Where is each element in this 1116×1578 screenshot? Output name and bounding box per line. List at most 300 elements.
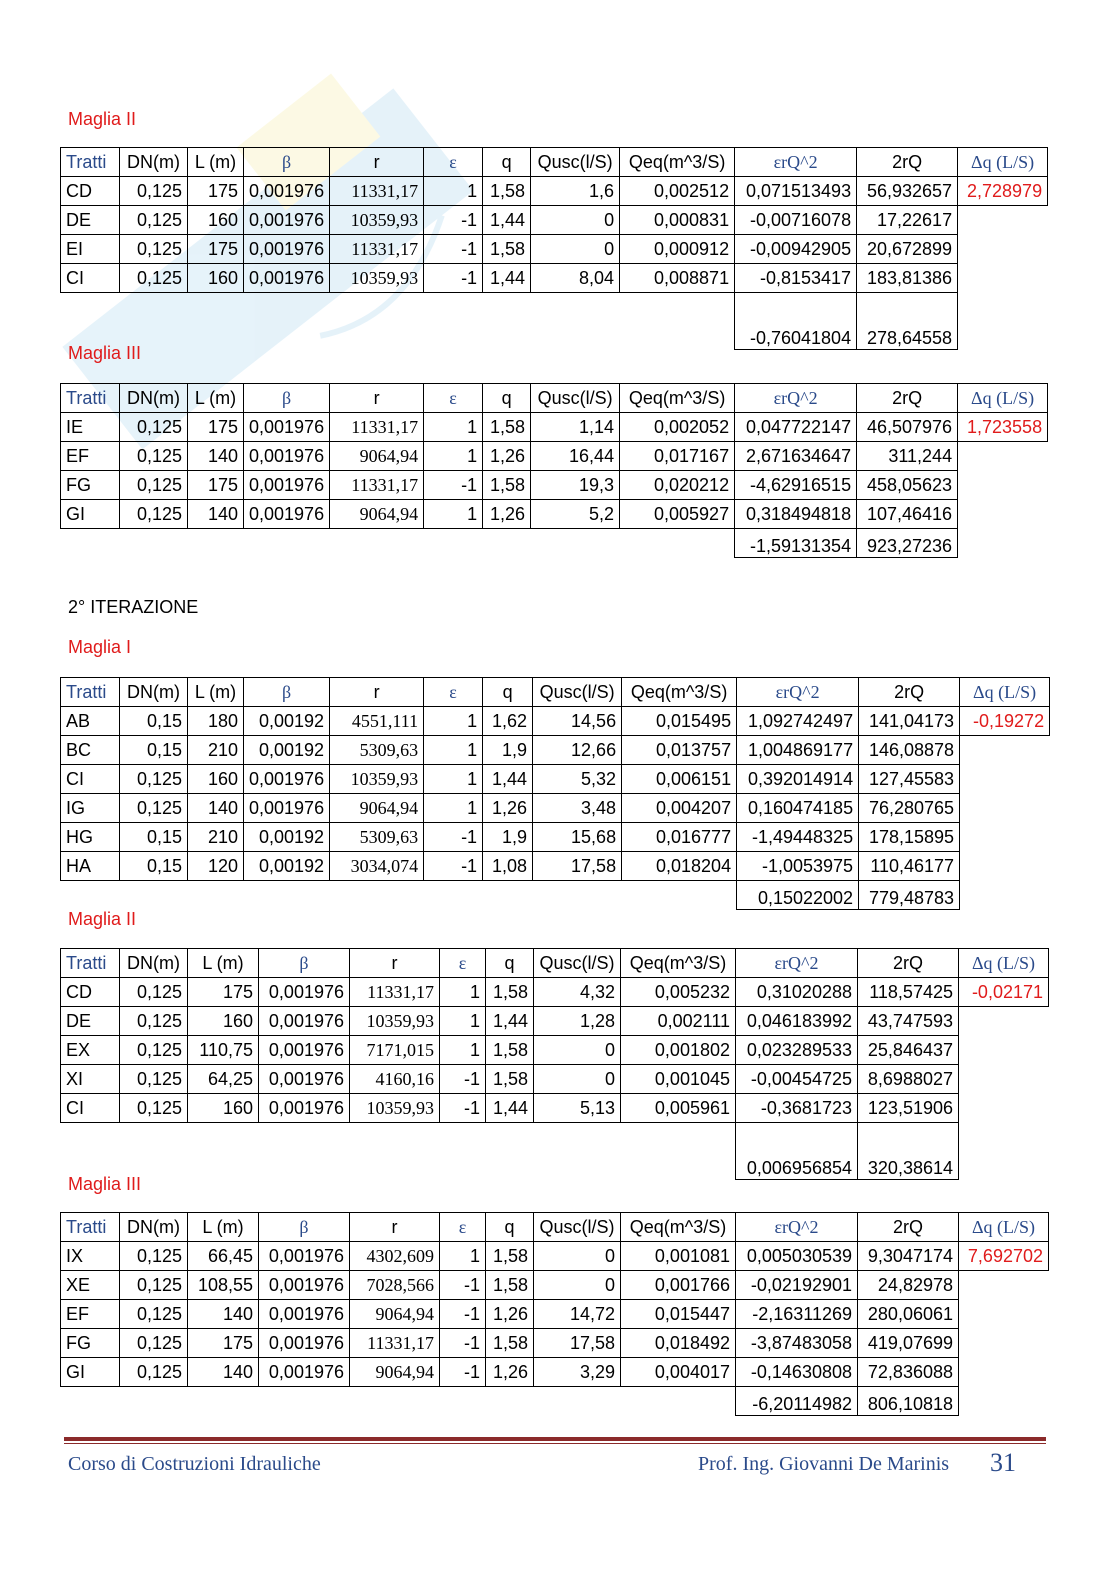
- table-cell: 1,58: [486, 1065, 534, 1094]
- table-cell: -4,62916515: [735, 471, 857, 500]
- table-cell: 11331,17: [330, 413, 424, 442]
- column-header: εrQ^2: [736, 949, 858, 978]
- column-header: Qeq(m^3/S): [620, 384, 735, 413]
- table-cell: 0,001976: [259, 1036, 350, 1065]
- table-maglia-3-iter2: [60, 1212, 1049, 1416]
- table-cell: 0,392014914: [737, 765, 859, 794]
- table-cell: 0,00192: [244, 736, 330, 765]
- column-header: εrQ^2: [735, 148, 857, 177]
- table-cell: 0,125: [120, 500, 188, 529]
- table-cell: 17,22617: [857, 206, 958, 235]
- table-cell: 5309,63: [330, 823, 424, 852]
- table-header-row: [61, 1213, 1049, 1242]
- table-cell: 0,00192: [244, 823, 330, 852]
- table-cell: 11331,17: [350, 978, 440, 1007]
- table-cell: FG: [61, 471, 120, 500]
- table-cell: 140: [188, 442, 244, 471]
- table-cell: 1,58: [486, 1036, 534, 1065]
- table-cell: 3034,074: [330, 852, 424, 881]
- table-cell: 0,31020288: [736, 978, 858, 1007]
- table-cell: -0,00942905: [735, 235, 857, 264]
- table-cell: EI: [61, 235, 120, 264]
- column-header: εrQ^2: [735, 384, 857, 413]
- table-cell: XI: [61, 1065, 120, 1094]
- table-cell: -1: [424, 264, 483, 293]
- table-cell: 178,15895: [859, 823, 960, 852]
- section-title-maglia-1: Maglia I: [68, 637, 132, 657]
- table-cell: 1,58: [486, 1242, 534, 1271]
- column-header: q: [486, 949, 534, 978]
- table-cell: 0,125: [120, 1094, 188, 1123]
- table-cell: 9064,94: [330, 500, 424, 529]
- table-cell: 140: [188, 1300, 259, 1329]
- column-header: Qeq(m^3/S): [621, 1213, 736, 1242]
- table-cell: 1,26: [483, 794, 533, 823]
- empty-cell: [61, 1387, 736, 1416]
- table-header-row: [61, 949, 1049, 978]
- table-cell: 8,04: [531, 264, 620, 293]
- empty-cell: [960, 765, 1050, 794]
- column-header: Qeq(m^3/S): [620, 148, 735, 177]
- table-cell: 43,747593: [858, 1007, 959, 1036]
- table-cell: IX: [61, 1242, 120, 1271]
- table-cell: 160: [188, 206, 244, 235]
- table-cell: -0,00454725: [736, 1065, 858, 1094]
- table-cell: 0,001802: [621, 1036, 736, 1065]
- table-header-row: [61, 678, 1050, 707]
- table-cell: 0,013757: [622, 736, 737, 765]
- table-row: [61, 765, 1050, 794]
- table-cell: 1: [424, 500, 483, 529]
- column-header: εrQ^2: [736, 1213, 858, 1242]
- table-maglia-3-iter1: [60, 383, 1048, 558]
- table-cell: 5,32: [533, 765, 622, 794]
- column-header: r: [330, 384, 424, 413]
- table-cell: 140: [188, 794, 244, 823]
- table-cell: 0,125: [120, 1329, 188, 1358]
- table-cell: 280,06061: [858, 1300, 959, 1329]
- sum-erq2: 0,15022002: [737, 881, 859, 910]
- table-cell: 1,58: [486, 1329, 534, 1358]
- table-cell: 1: [440, 1036, 486, 1065]
- table-cell: 76,280765: [859, 794, 960, 823]
- table-cell: 14,72: [534, 1300, 621, 1329]
- table-cell: 0: [531, 206, 620, 235]
- column-header: Qusc(l/S): [531, 384, 620, 413]
- table-cell: 3,48: [533, 794, 622, 823]
- table-cell: 146,08878: [859, 736, 960, 765]
- table-row: [61, 206, 1048, 235]
- table-cell: 0,125: [120, 978, 188, 1007]
- table-cell: 0,001081: [621, 1242, 736, 1271]
- empty-cell: [959, 1065, 1049, 1094]
- column-header: r: [350, 1213, 440, 1242]
- table-row: [61, 500, 1048, 529]
- table-cell: EF: [61, 1300, 120, 1329]
- table-cell: 11331,17: [330, 177, 424, 206]
- empty-cell: [958, 264, 1048, 293]
- sum-row: [61, 881, 1050, 910]
- table-cell: 1,58: [486, 1271, 534, 1300]
- sum-erq2: -0,76041804: [735, 293, 857, 350]
- table-cell: CI: [61, 765, 120, 794]
- table-cell: 0,125: [120, 1065, 188, 1094]
- table-cell: 0,125: [120, 235, 188, 264]
- table-cell: 1: [424, 177, 483, 206]
- table-cell: 25,846437: [858, 1036, 959, 1065]
- table-cell: 1,14: [531, 413, 620, 442]
- column-header: Qusc(l/S): [531, 148, 620, 177]
- empty-cell: [959, 1329, 1049, 1358]
- table-row: [61, 1329, 1049, 1358]
- table-header-row: [61, 384, 1048, 413]
- table-cell: 175: [188, 1329, 259, 1358]
- table-row: [61, 736, 1050, 765]
- table-row: [61, 413, 1048, 442]
- table-cell: 0: [534, 1065, 621, 1094]
- table-cell: 4160,16: [350, 1065, 440, 1094]
- table-cell: FG: [61, 1329, 120, 1358]
- table-cell: 1: [424, 413, 483, 442]
- table-cell: 0,047722147: [735, 413, 857, 442]
- sum-row: [61, 293, 1048, 350]
- table-cell: 0,017167: [620, 442, 735, 471]
- table-cell: 180: [188, 707, 244, 736]
- table-cell: 311,244: [857, 442, 958, 471]
- table-cell: 1: [424, 794, 483, 823]
- column-header: Qusc(l/S): [533, 678, 622, 707]
- table-cell: 0,002512: [620, 177, 735, 206]
- table-cell: 0,125: [120, 1007, 188, 1036]
- column-header: β: [244, 148, 330, 177]
- table-cell: GI: [61, 1358, 120, 1387]
- column-header: β: [244, 384, 330, 413]
- table-cell: 1,28: [534, 1007, 621, 1036]
- sum-erq2: 0,006956854: [736, 1123, 858, 1180]
- table-cell: 7171,015: [350, 1036, 440, 1065]
- column-header: L (m): [188, 384, 244, 413]
- table-row: [61, 264, 1048, 293]
- table-cell: 0,002052: [620, 413, 735, 442]
- column-header: r: [330, 678, 424, 707]
- table-cell: 11331,17: [330, 471, 424, 500]
- empty-cell: [61, 1123, 736, 1180]
- table-cell: 11331,17: [330, 235, 424, 264]
- table-cell: 0,071513493: [735, 177, 857, 206]
- table-cell: 0,125: [120, 1358, 188, 1387]
- table-cell: -1: [440, 1329, 486, 1358]
- table-row: [61, 794, 1050, 823]
- footer-rule: [64, 1437, 1046, 1441]
- table-cell: 1,58: [483, 177, 531, 206]
- table-row: [61, 978, 1049, 1007]
- table-cell: 0: [534, 1036, 621, 1065]
- table-cell: 1,004869177: [737, 736, 859, 765]
- table-cell: 0,001976: [259, 1007, 350, 1036]
- table-cell: HA: [61, 852, 120, 881]
- delta-q-value: 2,728979: [958, 177, 1048, 206]
- table-cell: 123,51906: [858, 1094, 959, 1123]
- footer-author: Prof. Ing. Giovanni De Marinis: [698, 1453, 950, 1475]
- section-title-maglia-2b: Maglia II: [68, 909, 137, 929]
- table-cell: 0,00192: [244, 852, 330, 881]
- empty-cell: [958, 206, 1048, 235]
- table-cell: 0,006151: [622, 765, 737, 794]
- section-title-maglia-3: Maglia III: [68, 343, 142, 363]
- table-cell: 1: [440, 978, 486, 1007]
- table-cell: 11331,17: [350, 1329, 440, 1358]
- table-cell: 1,26: [486, 1358, 534, 1387]
- table-row: [61, 1094, 1049, 1123]
- table-cell: 1,26: [486, 1300, 534, 1329]
- sum-row: [61, 529, 1048, 558]
- table-maglia-1-iter2: [60, 677, 1050, 910]
- table-row: [61, 442, 1048, 471]
- sum-2rq: 806,10818: [858, 1387, 959, 1416]
- table-cell: 0,005927: [620, 500, 735, 529]
- table-cell: 140: [188, 1358, 259, 1387]
- table-cell: 1: [424, 707, 483, 736]
- column-header: ε: [424, 678, 483, 707]
- table-cell: 110,46177: [859, 852, 960, 881]
- table-cell: IE: [61, 413, 120, 442]
- table-maglia-2-iter2: [60, 948, 1049, 1180]
- table-cell: 1,58: [483, 413, 531, 442]
- empty-cell: [958, 529, 1048, 558]
- column-header: ε: [424, 384, 483, 413]
- iteration-heading: 2° ITERAZIONE: [68, 597, 199, 617]
- column-header: DN(m): [120, 148, 188, 177]
- empty-cell: [958, 500, 1048, 529]
- table-cell: 0,001976: [259, 1300, 350, 1329]
- table-cell: 0,15: [120, 736, 188, 765]
- table-cell: 108,55: [188, 1271, 259, 1300]
- table-cell: 3,29: [534, 1358, 621, 1387]
- column-header: Tratti: [61, 384, 120, 413]
- table-cell: 160: [188, 1007, 259, 1036]
- table-cell: 0,001976: [244, 235, 330, 264]
- table-header-row: [61, 148, 1048, 177]
- column-header: L (m): [188, 678, 244, 707]
- table-cell: 56,932657: [857, 177, 958, 206]
- table-cell: 20,672899: [857, 235, 958, 264]
- table-cell: 1: [440, 1242, 486, 1271]
- table-cell: 0,001976: [259, 1329, 350, 1358]
- table-cell: 175: [188, 413, 244, 442]
- table-cell: 0,125: [120, 1271, 188, 1300]
- section-title-maglia-3b: Maglia III: [68, 1174, 142, 1194]
- table-cell: -1: [440, 1300, 486, 1329]
- table-cell: 0,125: [120, 765, 188, 794]
- column-header: L (m): [188, 148, 244, 177]
- empty-cell: [61, 293, 735, 350]
- table-cell: 1,26: [483, 500, 531, 529]
- table-cell: 0,15: [120, 707, 188, 736]
- table-cell: HG: [61, 823, 120, 852]
- table-cell: 0,001976: [259, 1242, 350, 1271]
- table-cell: 0,125: [120, 177, 188, 206]
- table-row: [61, 1036, 1049, 1065]
- table-cell: 0,018204: [622, 852, 737, 881]
- table-cell: -1: [440, 1271, 486, 1300]
- column-header: 2rQ: [858, 949, 959, 978]
- column-header: ε: [440, 1213, 486, 1242]
- table-cell: -1: [440, 1065, 486, 1094]
- table-cell: 0,00192: [244, 707, 330, 736]
- empty-cell: [959, 1300, 1049, 1329]
- table-cell: 0,005232: [621, 978, 736, 1007]
- column-header: Qusc(l/S): [534, 1213, 621, 1242]
- table-cell: 120: [188, 852, 244, 881]
- table-cell: 14,56: [533, 707, 622, 736]
- table-row: [61, 177, 1048, 206]
- table-cell: 1,08: [483, 852, 533, 881]
- column-header: ε: [424, 148, 483, 177]
- empty-cell: [958, 442, 1048, 471]
- table-cell: 0,005030539: [736, 1242, 858, 1271]
- table-cell: EX: [61, 1036, 120, 1065]
- column-header: β: [259, 1213, 350, 1242]
- table-cell: 0,015447: [621, 1300, 736, 1329]
- table-cell: AB: [61, 707, 120, 736]
- table-row: [61, 707, 1050, 736]
- column-header: Δq (L/S): [959, 1213, 1049, 1242]
- table-cell: CI: [61, 1094, 120, 1123]
- sum-2rq: 923,27236: [857, 529, 958, 558]
- column-header: Tratti: [61, 678, 120, 707]
- table-cell: 1,26: [483, 442, 531, 471]
- empty-cell: [959, 1123, 1049, 1180]
- table-cell: 0,000831: [620, 206, 735, 235]
- column-header: DN(m): [120, 384, 188, 413]
- table-cell: -1: [440, 1358, 486, 1387]
- table-cell: -1: [440, 1094, 486, 1123]
- table-cell: 0,005961: [621, 1094, 736, 1123]
- sum-row: [61, 1387, 1049, 1416]
- table-cell: 4551,111: [330, 707, 424, 736]
- delta-q-value: 7,692702: [959, 1242, 1049, 1271]
- table-cell: 0,001976: [244, 413, 330, 442]
- table-cell: 0,001976: [244, 471, 330, 500]
- column-header: β: [244, 678, 330, 707]
- empty-cell: [960, 881, 1050, 910]
- table-cell: 210: [188, 736, 244, 765]
- table-cell: 5,2: [531, 500, 620, 529]
- table-cell: -0,8153417: [735, 264, 857, 293]
- column-header: Δq (L/S): [960, 678, 1050, 707]
- table-cell: 0,001045: [621, 1065, 736, 1094]
- column-header: Tratti: [61, 949, 120, 978]
- column-header: DN(m): [120, 678, 188, 707]
- table-cell: 1,44: [486, 1094, 534, 1123]
- table-row: [61, 852, 1050, 881]
- table-cell: 0,018492: [621, 1329, 736, 1358]
- empty-cell: [959, 1007, 1049, 1036]
- table-cell: 10359,93: [350, 1094, 440, 1123]
- table-cell: 4,32: [534, 978, 621, 1007]
- column-header: Δq (L/S): [958, 148, 1048, 177]
- table-cell: GI: [61, 500, 120, 529]
- table-cell: CD: [61, 978, 120, 1007]
- table-cell: -1,0053975: [737, 852, 859, 881]
- table-cell: 9064,94: [350, 1300, 440, 1329]
- table-cell: 9,3047174: [858, 1242, 959, 1271]
- empty-cell: [960, 794, 1050, 823]
- sum-erq2: -6,20114982: [736, 1387, 858, 1416]
- table-cell: -0,00716078: [735, 206, 857, 235]
- table-cell: XE: [61, 1271, 120, 1300]
- table-cell: 10359,93: [350, 1007, 440, 1036]
- sum-2rq: 278,64558: [857, 293, 958, 350]
- table-cell: 175: [188, 177, 244, 206]
- empty-cell: [959, 1271, 1049, 1300]
- table-cell: 141,04173: [859, 707, 960, 736]
- table-cell: 0,15: [120, 823, 188, 852]
- table-cell: 46,507976: [857, 413, 958, 442]
- table-cell: 19,3: [531, 471, 620, 500]
- table-cell: 15,68: [533, 823, 622, 852]
- column-header: Qeq(m^3/S): [621, 949, 736, 978]
- delta-q-value: -0,19272: [960, 707, 1050, 736]
- table-cell: -3,87483058: [736, 1329, 858, 1358]
- table-cell: 1,44: [483, 264, 531, 293]
- table-cell: 0,001976: [244, 794, 330, 823]
- table-cell: BC: [61, 736, 120, 765]
- table-cell: DE: [61, 1007, 120, 1036]
- sum-erq2: -1,59131354: [735, 529, 857, 558]
- table-cell: 0,125: [120, 413, 188, 442]
- table-cell: 1,58: [483, 235, 531, 264]
- table-cell: 1,44: [486, 1007, 534, 1036]
- table-cell: 118,57425: [858, 978, 959, 1007]
- table-cell: -0,14630808: [736, 1358, 858, 1387]
- table-cell: -1: [424, 823, 483, 852]
- table-cell: 1,44: [483, 206, 531, 235]
- column-header: 2rQ: [857, 384, 958, 413]
- column-header: Tratti: [61, 148, 120, 177]
- sum-row: [61, 1123, 1049, 1180]
- table-cell: 0,001766: [621, 1271, 736, 1300]
- table-cell: 0,001976: [244, 177, 330, 206]
- column-header: 2rQ: [858, 1213, 959, 1242]
- empty-cell: [960, 736, 1050, 765]
- table-cell: 0: [531, 235, 620, 264]
- table-cell: 107,46416: [857, 500, 958, 529]
- table-cell: 17,58: [533, 852, 622, 881]
- table-cell: 0,046183992: [736, 1007, 858, 1036]
- column-header: r: [330, 148, 424, 177]
- table-cell: 140: [188, 500, 244, 529]
- table-cell: 1: [424, 765, 483, 794]
- table-cell: 0,125: [120, 1300, 188, 1329]
- table-cell: 0,002111: [621, 1007, 736, 1036]
- table-cell: 66,45: [188, 1242, 259, 1271]
- table-cell: 175: [188, 978, 259, 1007]
- column-header: Qeq(m^3/S): [622, 678, 737, 707]
- table-cell: 210: [188, 823, 244, 852]
- table-cell: 0,001976: [244, 500, 330, 529]
- table-cell: 458,05623: [857, 471, 958, 500]
- table-cell: 0,125: [120, 471, 188, 500]
- table-cell: 0,125: [120, 794, 188, 823]
- table-cell: 175: [188, 471, 244, 500]
- table-cell: 16,44: [531, 442, 620, 471]
- table-cell: -0,3681723: [736, 1094, 858, 1123]
- table-cell: 0,001976: [259, 1094, 350, 1123]
- table-cell: 12,66: [533, 736, 622, 765]
- table-row: [61, 1358, 1049, 1387]
- table-row: [61, 235, 1048, 264]
